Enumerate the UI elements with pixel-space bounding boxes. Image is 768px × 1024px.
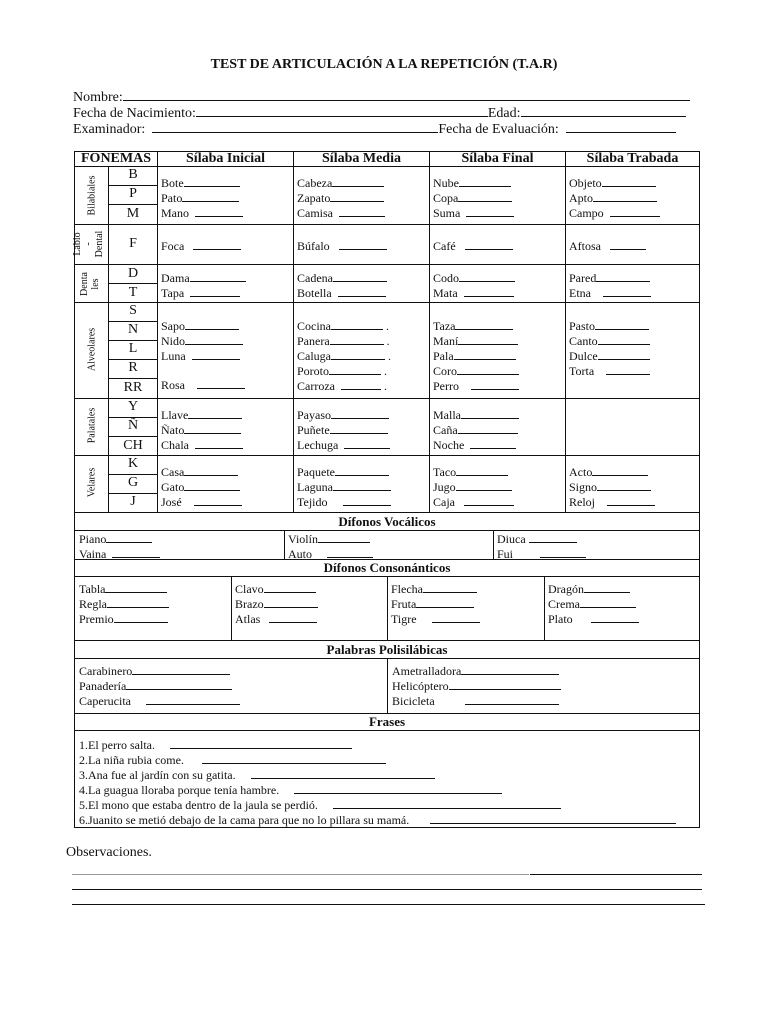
group-alveolares: Alveolares	[86, 327, 98, 372]
phoneme-m: M	[126, 206, 140, 221]
phoneme-ch: CH	[123, 438, 143, 453]
document-title: TEST DE ARTICULACIÓN A LA REPETICIÓN (T.A.R)	[210, 57, 558, 72]
group-bilabiales: Bilabiales	[86, 175, 98, 216]
phoneme-p: P	[129, 186, 137, 201]
col-fonemas: FONEMAS	[81, 151, 151, 166]
word-list: Casa Gato José	[161, 464, 242, 509]
phoneme-rr: RR	[123, 380, 143, 395]
frases-list: 1.El perro salta. 2.La niña rubia come. 3.Ana fue al jardín con su gatita. 4.La guagua lloraba porque tenía hambre. 5.El mono que estaba dentro de la jaula se perdió. 6.Juanito se metió debajo de la cama para que no lo pillara su mamá.	[79, 737, 676, 827]
examinador-row	[73, 120, 676, 138]
observaciones-line[interactable]	[72, 874, 529, 875]
word-list: Violín Auto	[288, 531, 373, 561]
word-list: Dama Tapa	[161, 270, 246, 300]
word-list: Cadena Botella	[297, 270, 387, 300]
word-list: Foca	[161, 238, 241, 253]
word-list: Nube Copa Suma	[433, 175, 514, 220]
phoneme-d: D	[127, 266, 139, 281]
word-list: Tabla Regla Premio	[79, 581, 169, 626]
phoneme-j: J	[130, 494, 136, 509]
nombre-field[interactable]	[123, 88, 690, 101]
examinador-label: Examinador:	[73, 122, 146, 137]
observaciones-line[interactable]	[72, 889, 702, 890]
word-list: Malla Caña Noche	[433, 407, 519, 452]
word-list: Diuca Fui	[497, 531, 586, 561]
word-list: Payaso Puñete Lechuga	[297, 407, 390, 452]
phoneme-s: S	[129, 303, 137, 318]
difonos-vocalicos-title: Dífonos Vocálicos	[338, 514, 436, 529]
observaciones-label: Observaciones.	[66, 845, 152, 860]
phoneme-l: L	[128, 341, 138, 356]
col-silaba-media: Sílaba Media	[322, 151, 401, 166]
polisilabicas-title: Palabras Polisilábicas	[326, 642, 448, 657]
word-list: Cabeza Zapato Camisa	[297, 175, 385, 220]
edad-label: Edad:	[487, 106, 521, 121]
phoneme-y: Y	[127, 399, 139, 414]
group-velares: Velares	[86, 467, 98, 498]
word-list: Flecha Fruta Tigre	[391, 581, 480, 626]
word-list: Pasto Canto Dulce Torta	[569, 318, 650, 378]
difonos-consonanticos-title: Dífonos Consonánticos	[323, 560, 451, 575]
fecha-nacimiento-label: Fecha de Nacimiento:	[73, 106, 196, 121]
word-list: Clavo Brazo Atlas	[235, 581, 318, 626]
word-list: Carabinero Panadería Caperucita	[79, 663, 240, 708]
phoneme-k: K	[127, 456, 139, 471]
word-list: Llave Ñato Chala	[161, 407, 243, 452]
fecha-evaluacion-field[interactable]	[566, 120, 676, 133]
word-list: Café	[433, 238, 513, 253]
nombre-label: Nombre:	[73, 90, 123, 105]
phoneme-f: F	[129, 236, 137, 251]
word-list: Dragón Crema Plato	[548, 581, 639, 626]
edad-field[interactable]	[521, 104, 686, 117]
fecha-evaluacion-label: Fecha de Evaluación:	[438, 122, 559, 137]
observaciones-line[interactable]	[72, 904, 705, 905]
word-list: Ametralladora Helicóptero Bicicleta	[392, 663, 561, 708]
word-list: Taco Jugo Caja	[433, 464, 514, 509]
word-list: Acto Signo Reloj	[569, 464, 655, 509]
phoneme-enie: Ñ	[127, 418, 139, 433]
phoneme-t: T	[128, 285, 138, 300]
word-list: Búfalo	[297, 238, 387, 253]
phoneme-b: B	[128, 167, 138, 182]
word-list: Paquete Laguna Tejido	[297, 464, 391, 509]
fecha-nacimiento-field[interactable]	[196, 104, 488, 117]
phoneme-n: N	[127, 322, 139, 337]
phoneme-r: R	[128, 360, 138, 375]
group-dentales: Denta les	[79, 272, 101, 296]
col-silaba-final: Sílaba Final	[461, 151, 534, 166]
group-labio-dental: Labio - Dental	[72, 230, 105, 258]
word-list: Cocina . Panera . Caluga . Poroto . Carroza .	[297, 319, 391, 393]
word-list: Pared Etna	[569, 270, 651, 300]
frases-title: Frases	[368, 714, 406, 729]
word-list: Objeto Apto Campo	[569, 175, 660, 220]
observaciones-line[interactable]	[530, 874, 702, 875]
examinador-field[interactable]	[152, 120, 438, 133]
word-list: Bote Pato Mano	[161, 175, 243, 220]
word-list: Taza Maní Pala Coro Perro	[433, 318, 519, 393]
word-list: Piano Vaina	[79, 531, 160, 561]
col-silaba-trabada: Sílaba Trabada	[586, 151, 679, 166]
group-palatales: Palatales	[86, 407, 98, 444]
word-list: Codo Mata	[433, 270, 515, 300]
word-list: Aftosa	[569, 238, 646, 253]
word-list: Sapo Nido Luna Rosa	[161, 318, 245, 392]
col-silaba-inicial: Sílaba Inicial	[186, 151, 265, 166]
articulation-table	[74, 151, 700, 828]
phoneme-g: G	[127, 475, 139, 490]
